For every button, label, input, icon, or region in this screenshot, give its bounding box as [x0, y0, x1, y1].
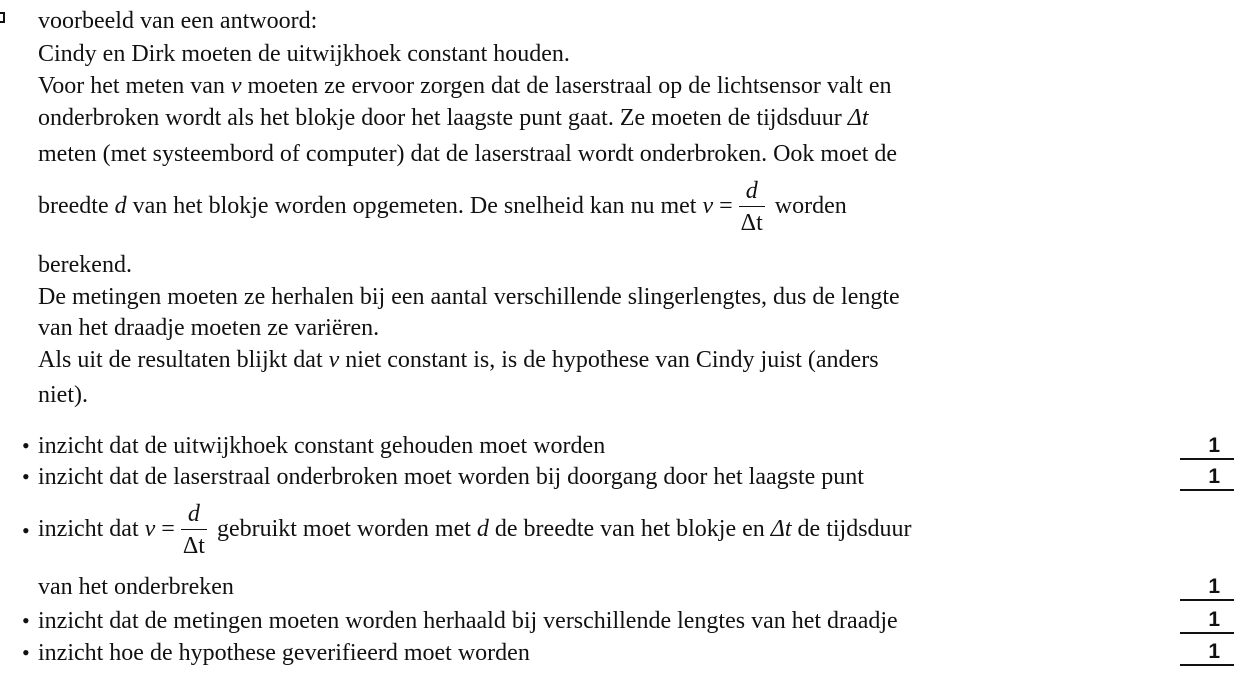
criterion-1: inzicht dat de uitwijkhoek constant gehouden moet worden — [38, 433, 606, 459]
bullet: • — [22, 433, 30, 458]
answer-line: meten (met systeembord of computer) dat de laserstraal wordt onderbroken. Ook moet de — [38, 141, 898, 167]
criterion-4: inzicht dat de metingen moeten worden herhaald bij verschillende lengtes van het draadje — [38, 608, 898, 634]
answer-line-with-formula: breedte d van het blokje worden opgemeten. De snelheid kan nu met v = $\frac{d}{\Delta t}$ worden — [38, 176, 847, 239]
answer-intro: voorbeeld van een antwoord: — [38, 8, 318, 34]
score-1: 1 — [1180, 434, 1234, 460]
criterion-5: inzicht hoe de hypothese geverifieerd moet worden — [38, 640, 530, 666]
velocity-formula: $\frac{d}{\Delta t}$ — [181, 499, 207, 562]
score-4: 1 — [1180, 608, 1234, 634]
bullet: • — [22, 518, 30, 543]
answer-line: Voor het meten van v moeten ze ervoor zorgen dat de laserstraal op de lichtsensor valt en — [38, 73, 892, 99]
score-3: 1 — [1180, 575, 1234, 601]
formula-lhs: v — [702, 193, 714, 220]
score-5: 1 — [1180, 640, 1234, 666]
criterion-2: inzicht dat de laserstraal onderbroken moet worden bij doorgang door het laagste punt — [38, 464, 864, 490]
answer-line: Cindy en Dirk moeten de uitwijkhoek constant houden. — [38, 41, 570, 67]
bullet: • — [22, 608, 30, 633]
criterion-3: inzicht dat v = $\frac{d}{\Delta t}$ gebruikt moet worden met d de breedte van het blokje en Δt de tijdsduur — [38, 499, 912, 562]
score-2: 1 — [1180, 465, 1234, 491]
formula-lhs: v — [144, 516, 156, 543]
bullet: • — [22, 640, 30, 665]
criterion-3-continued: van het onderbreken — [38, 574, 234, 600]
answer-line: onderbroken wordt als het blokje door het laagste punt gaat. Ze moeten de tijdsduur Δt — [38, 105, 869, 131]
answer-line: Als uit de resultaten blijkt dat v niet constant is, is de hypothese van Cindy juist (anders — [38, 347, 879, 373]
answer-line: van het draadje moeten ze variëren. — [38, 315, 380, 341]
answer-line: berekend. — [38, 252, 132, 278]
bullet: • — [22, 464, 30, 489]
answer-line: De metingen moeten ze herhalen bij een aantal verschillende slingerlengtes, dus de lengte — [38, 284, 900, 310]
velocity-formula: $\frac{d}{\Delta t}$ — [739, 176, 765, 239]
answer-line: niet). — [38, 382, 88, 408]
answer-checkbox — [0, 12, 5, 23]
